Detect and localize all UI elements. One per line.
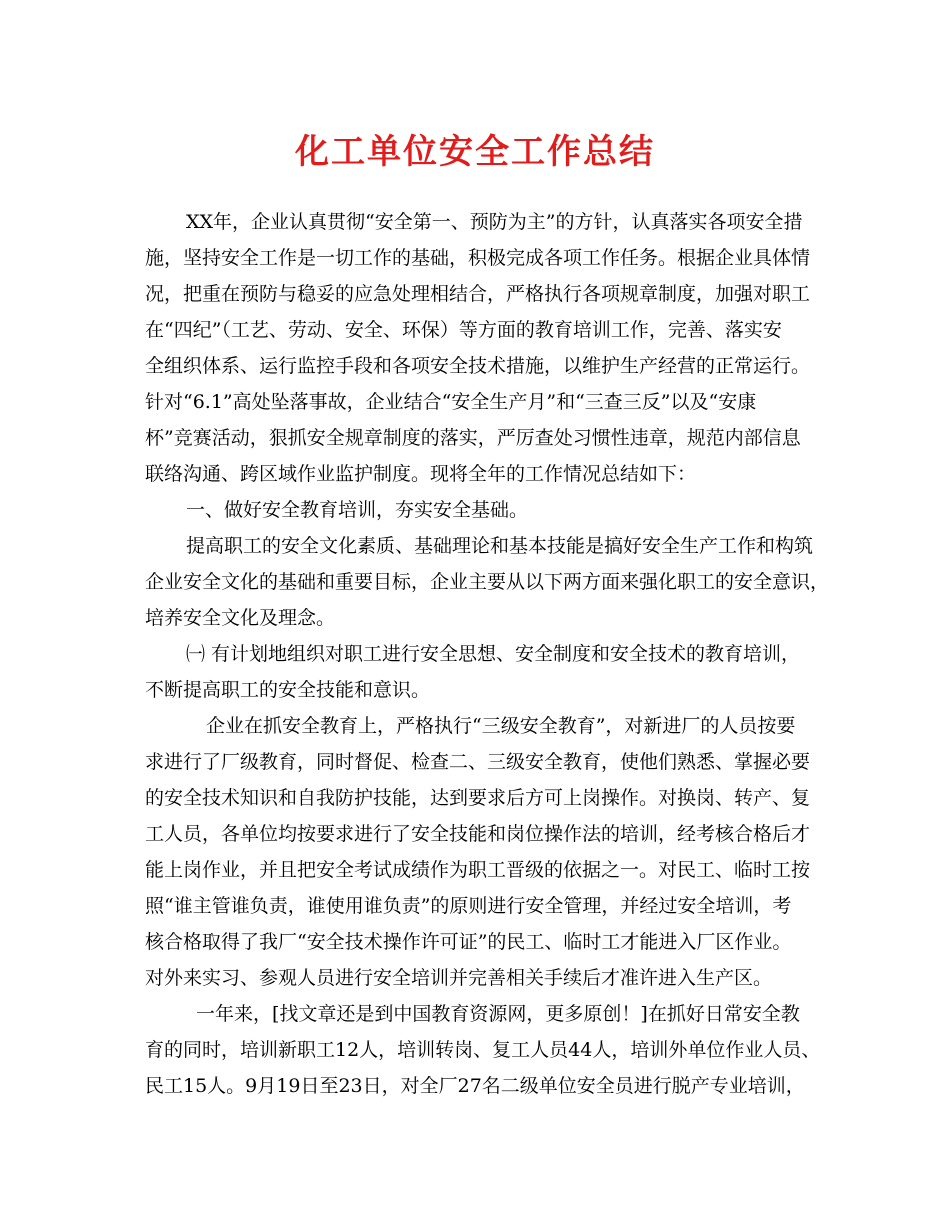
paragraph-intro-line-2: 施，坚持安全工作是一切工作的基础，积极完成各项工作任务。根据企业具体情 <box>145 247 811 269</box>
paragraph-2-line-1: 提高职工的安全文化素质、基础理论和基本技能是搞好安全生产工作和构筑 <box>186 535 814 557</box>
subsection-heading-1-line-2: 不断提高职工的安全技能和意识。 <box>145 679 431 701</box>
paragraph-2-line-3: 培养安全文化及理念。 <box>145 607 336 629</box>
paragraph-3-line-8: 对外来实习、参观人员进行安全培训并完善相关手续后才准许进入生产区。 <box>145 967 773 989</box>
paragraph-intro-line-7: 杯”竞赛活动，狠抓安全规章制度的落实，严厉查处习惯性违章，规范内部信息 <box>145 427 801 449</box>
paragraph-4-line-1: 一年来，[找文章还是到中国教育资源网，更多原创！]在抓好日常安全教 <box>196 1003 800 1025</box>
paragraph-3-line-2: 求进行了厂级教育，同时督促、检查二、三级安全教育，使他们熟悉、掌握必要 <box>145 751 811 773</box>
paragraph-intro-line-3: 况，把重在预防与稳妥的应急处理相结合，严格执行各项规章制度，加强对职工 <box>145 283 811 305</box>
paragraph-4-line-2: 育的同时，培训新职工12人，培训转岗、复工人员44人，培训外单位作业人员、 <box>145 1039 821 1061</box>
paragraph-3-line-7: 核合格取得了我厂“安全技术操作许可证”的民工、临时工才能进入厂区作业。 <box>145 931 792 953</box>
paragraph-intro-line-1: XX年，企业认真贯彻“安全第一、预防为主”的方针，认真落实各项安全措 <box>186 211 803 233</box>
paragraph-3-line-3: 的安全技术知识和自我防护技能，达到要求后方可上岗操作。对换岗、转产、复 <box>145 787 811 809</box>
paragraph-intro-line-5: 全组织体系、运行监控手段和各项安全技术措施，以维护生产经营的正常运行。 <box>145 355 811 377</box>
paragraph-3-line-1: 企业在抓安全教育上，严格执行“三级安全教育”，对新进厂的人员按要 <box>206 715 796 737</box>
paragraph-3-line-5: 能上岗作业，并且把安全考试成绩作为职工晋级的依据之一。对民工、临时工按 <box>145 859 811 881</box>
paragraph-intro-line-6: 针对“6.1”高处坠落事故，企业结合“安全生产月”和“三查三反”以及“安康 <box>145 391 757 413</box>
subsection-heading-1-line-1: ㈠ 有计划地组织对职工进行安全思想、安全制度和安全技术的教育培训， <box>186 643 801 665</box>
paragraph-2-line-2: 企业安全文化的基础和重要目标，企业主要从以下两方面来强化职工的安全意识， <box>145 571 830 593</box>
paragraph-3-line-6: 照“谁主管谁负责，谁使用谁负责”的原则进行安全管理，并经过安全培训，考 <box>145 895 792 917</box>
paragraph-intro-line-8: 联络沟通、跨区域作业监护制度。现将全年的工作情况总结如下： <box>145 463 697 485</box>
section-heading-1: 一、做好安全教育培训，夯实安全基础。 <box>186 499 529 521</box>
paragraph-3-line-4: 工人员，各单位均按要求进行了安全技能和岗位操作法的培训，经考核合格后才 <box>145 823 811 845</box>
document-title: 化工单位安全工作总结 <box>295 132 655 172</box>
paragraph-4-line-3: 民工15人。9月19日至23日，对全厂27名二级单位安全员进行脱产专业培训， <box>145 1075 805 1097</box>
paragraph-intro-line-4: 在“四纪”（工艺、劳动、安全、环保）等方面的教育培训工作，完善、落实安 <box>145 319 782 341</box>
